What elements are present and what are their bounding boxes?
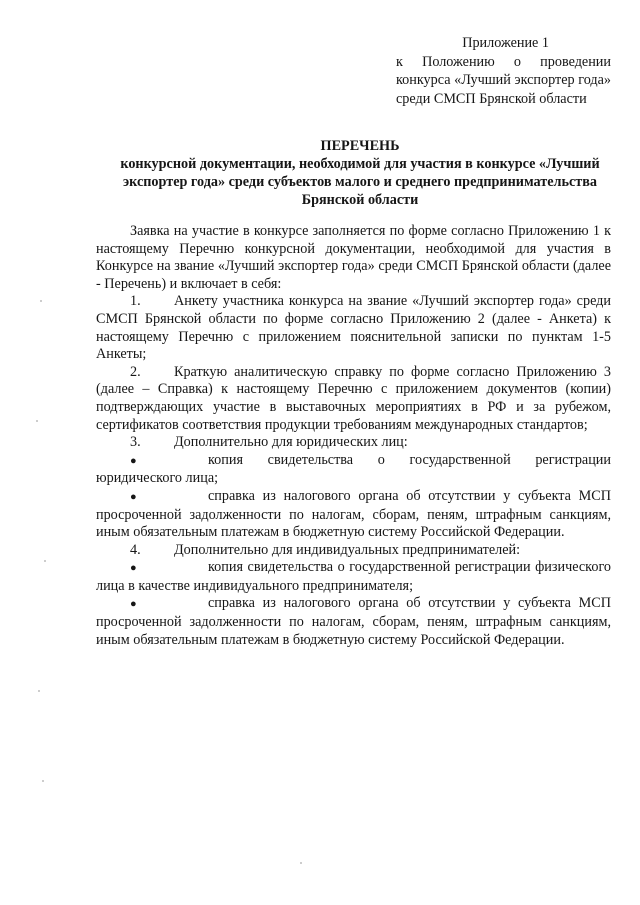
scan-speck [42,780,44,782]
scan-speck [40,300,42,302]
scan-speck [300,862,302,864]
bullet-text: копия свидетельства о государственной регистрации физического лица в качестве индивидуального предпринимателя; [96,559,611,594]
bullet-item [96,452,611,488]
scan-speck [44,560,46,562]
appendix-title: Приложение 1 [462,35,549,51]
list-item-4 [96,542,611,560]
list-item-2 [96,364,611,434]
list-item-3 [96,434,611,452]
list-item-text: Дополнительно для юридических лиц: [174,434,408,451]
appendix-body: к Положению о проведении конкурса «Лучший экспортер года» среди СМСП Брянской области [396,53,611,107]
list-item-text: Краткую аналитическую справку по форме согласно Приложению 3 (далее – Справка) к настоящему Перечню с приложением документов (копии) подтверждающих участие в выставочных мероприятиях в РФ и за рубежом, сертификатов соответствия продукции требованиям международных стандартов; [96,363,611,433]
list-item-number: 4. [130,541,141,558]
bullet-item [96,559,611,595]
list-item-1 [96,293,611,363]
list-item-number: 2. [130,363,141,380]
document-title: ПЕРЕЧЕНЬ [320,138,400,154]
document-body [96,223,611,649]
list-item-text: Анкету участника конкурса на звание «Лучший экспортер года» среди СМСП Брянской области по форме согласно Приложению 2 (далее - Анкета) к настоящему Перечню с приложением пояснительной записки по пунктам 1-5 Анкеты; [96,293,611,363]
list-item-number: 1. [130,293,141,310]
bullet-icon: ● [130,562,137,575]
intro-paragraph: Заявка на участие в конкурсе заполняется по форме согласно Приложению 1 к настоящему Перечню конкурсной документации, необходимой для участия в Конкурсе на звание «Лучший экспортер года» среди СМСП Брянской области (далее - Перечень) и включает в себя: [96,223,611,292]
list-item-text: Дополнительно для индивидуальных предпринимателей: [174,541,521,558]
bullet-icon: ● [130,454,137,467]
bullet-icon: ● [130,598,137,611]
bullet-text: копия свидетельства о государственной регистрации юридического лица; [96,451,611,487]
bullet-text: справка из налогового органа об отсутствии у субъекта МСП просроченной задолженности по налогам, сборам, пеням, штрафным санкциям, иным обязательным платежам в бюджетную систему Российской Федерации. [96,487,611,541]
scan-speck [38,690,40,692]
bullet-item [96,488,611,542]
appendix-block [396,34,611,108]
bullet-item [96,595,611,649]
document-subtitle: конкурсной документации, необходимой для участия в конкурсе «Лучший экспортер года» среди субъектов малого и среднего предпринимательства Брянской области [120,156,600,209]
bullet-text: справка из налогового органа об отсутствии у субъекта МСП просроченной задолженности по налогам, сборам, пеням, штрафным санкциям, иным обязательным платежам в бюджетную систему Российской Федерации. [96,595,611,648]
bullet-icon: ● [130,490,137,503]
scan-speck [36,420,38,422]
list-item-number: 3. [130,434,141,451]
